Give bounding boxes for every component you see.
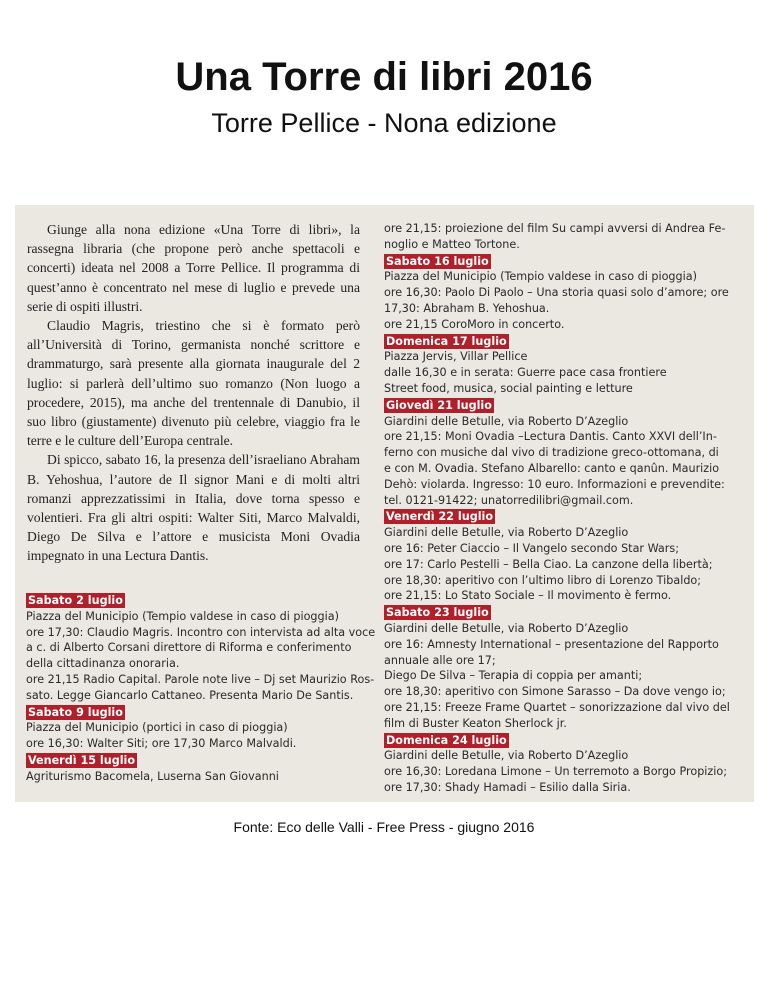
event-line: Street food, musica, social painting e letture [384,381,633,395]
event-line: annuale alle ore 17; [384,653,496,667]
event-line: Giardini delle Betulle, via Roberto D’Azeglio [384,621,629,635]
event-line: Piazza Jervis, Villar Pellice [384,350,528,364]
event-line: ore 16: Amnesty International – presentazione del Rapporto [384,637,719,651]
page-subtitle: Torre Pellice - Nona edizione [211,108,557,138]
event-day-badge: Sabato 2 luglio [28,594,123,607]
event-line: Giardini delle Betulle, via Roberto D’Azeglio [384,414,629,428]
event-line: noglio e Matteo Tortone. [384,237,520,251]
event-line: ore 21,15: Freeze Frame Quartet – sonorizzazione dal vivo del [384,700,730,714]
intro-text [27,220,360,566]
event-line: sato. Legge Giancarlo Cattaneo. Presenta Mario De Santis. [26,688,354,702]
event-line: ore 18,30: aperitivo con l’ultimo libro di Lorenzo Tibaldo; [384,573,702,587]
event-day-badge: Venerdì 15 luglio [28,753,136,767]
event-line: ore 18,30: aperitivo con Simone Sarasso – Da dove vengo io; [384,685,726,699]
event-day-badge: Domenica 24 luglio [386,733,507,747]
event-line: ore 21,15: proiezione del film Su campi avversi di Andrea Fe- [384,222,726,235]
event-line: e con M. Ovadia. Stefano Albarello: canto e qanûn. Maurizio [384,461,720,475]
event-line: Diego De Silva – Terapia di coppia per amanti; [384,669,643,683]
event-line: tel. 0121-91422; unatorredilibri@gmail.com. [384,493,634,507]
event-line: ore 21,15: Moni Ovadia –Lectura Dantis. Canto XXVI dell’In- [384,430,717,444]
event-line: Giardini delle Betulle, via Roberto D’Azeglio [384,749,629,763]
event-day-badge: Giovedì 21 luglio [386,398,492,412]
event-line: ore 17,30: Shady Hamadi – Esilio dalla Siria. [384,780,631,794]
event-line: ore 16: Peter Ciaccio – Il Vangelo secondo Star Wars; [384,541,679,555]
event-day-badge: Domenica 17 luglio [386,334,507,348]
event-line: della cittadinanza onoraria. [26,657,180,671]
event-line: ore 17,30: Claudio Magris. Incontro con intervista ad alta voce [26,625,376,639]
event-line: ore 21,15 Radio Capital. Parole note live – Dj set Maurizio Ros- [26,672,375,686]
event-day-badge: Sabato 23 luglio [386,606,489,620]
event-day-badge: Sabato 16 luglio [386,254,489,268]
event-line: ore 16,30: Loredana Limone – Un terremoto a Borgo Propizio; [384,765,727,779]
event-line: a c. di Alberto Corsani direttore di Riforma e conferimento [26,641,352,655]
event-line: ore 21,15 CoroMoro in concerto. [384,317,565,331]
event-line: Piazza del Municipio (portici in caso di pioggia) [26,721,288,735]
event-line: ore 21,15: Lo Stato Sociale – Il movimento è fermo. [384,589,672,603]
source-note: Fonte: Eco delle Valli - Free Press - giugno 2016 [233,819,535,835]
event-line: ore 17: Carlo Pestelli – Bella Ciao. La canzone della libertà; [384,557,713,571]
event-line: Piazza del Municipio (Tempio valdese in caso di pioggia) [384,270,697,284]
event-line: Agriturismo Bacomela, Luserna San Giovanni [26,769,279,783]
intro-paragraph: Claudio Magris, triestino che si è formato però all’Università di Torino, germanista nonché scrittore e drammaturgo, sarà presente alla giornata inaugurale del 2 luglio: si parlerà dell’ultimo suo romanzo (Non luogo a procedere, 2015), ma anche del trentennale di Danubio, il suo libro (giustamente) divenuto più celebre, viaggio fra le terre e le culture dell’Europa centrale. [27,318,360,449]
page-title: Una Torre di libri 2016 [175,55,593,99]
event-day-badge: Sabato 9 luglio [28,705,123,719]
intro-paragraph: Giunge alla nona edizione «Una Torre di libri», la rassegna libraria (che propone però anche spettacoli e concerti) ideata nel 2008 a Torre Pellice. Il programma di quest’anno è concentrato nel mese di luglio e prevede una serie di ospiti illustri. [27,222,360,314]
event-line: ore 16,30: Paolo Di Paolo – Una storia quasi solo d’amore; ore [384,286,729,300]
program-left-column [26,592,376,785]
event-line: film di Buster Keaton Sherlock jr. [384,716,567,730]
event-line: Dehò: violarda. Ingresso: 10 euro. Informazioni e prevendite: [384,477,725,491]
intro-paragraph: Di spicco, sabato 16, la presenza dell’israeliano Abraham B. Yehoshua, l’autore de Il signor Mani e di molti altri romanzi apprezzatissimi in Italia, dove torna spesso e volentieri. Fra gli altri ospiti: Walter Siti, Marco Malvaldi, Diego De Silva e l’attore e musicista Moni Ovadia impegnato in una Lectura Dantis. [27,452,360,564]
event-line: ore 16,30: Walter Siti; ore 17,30 Marco Malvaldi. [26,737,297,751]
event-line: Piazza del Municipio (Tempio valdese in caso di pioggia) [26,609,339,623]
event-line: ferno con musiche dal vivo di tradizione greco-ottomana, di [384,446,719,460]
event-line: 17,30: Abraham B. Yehoshua. [384,301,550,315]
event-line: Giardini delle Betulle, via Roberto D’Azeglio [384,526,629,540]
program-right-column [384,221,729,796]
event-line: dalle 16,30 e in serata: Guerre pace casa frontiere [384,366,667,380]
event-day-badge: Venerdì 22 luglio [386,510,494,524]
